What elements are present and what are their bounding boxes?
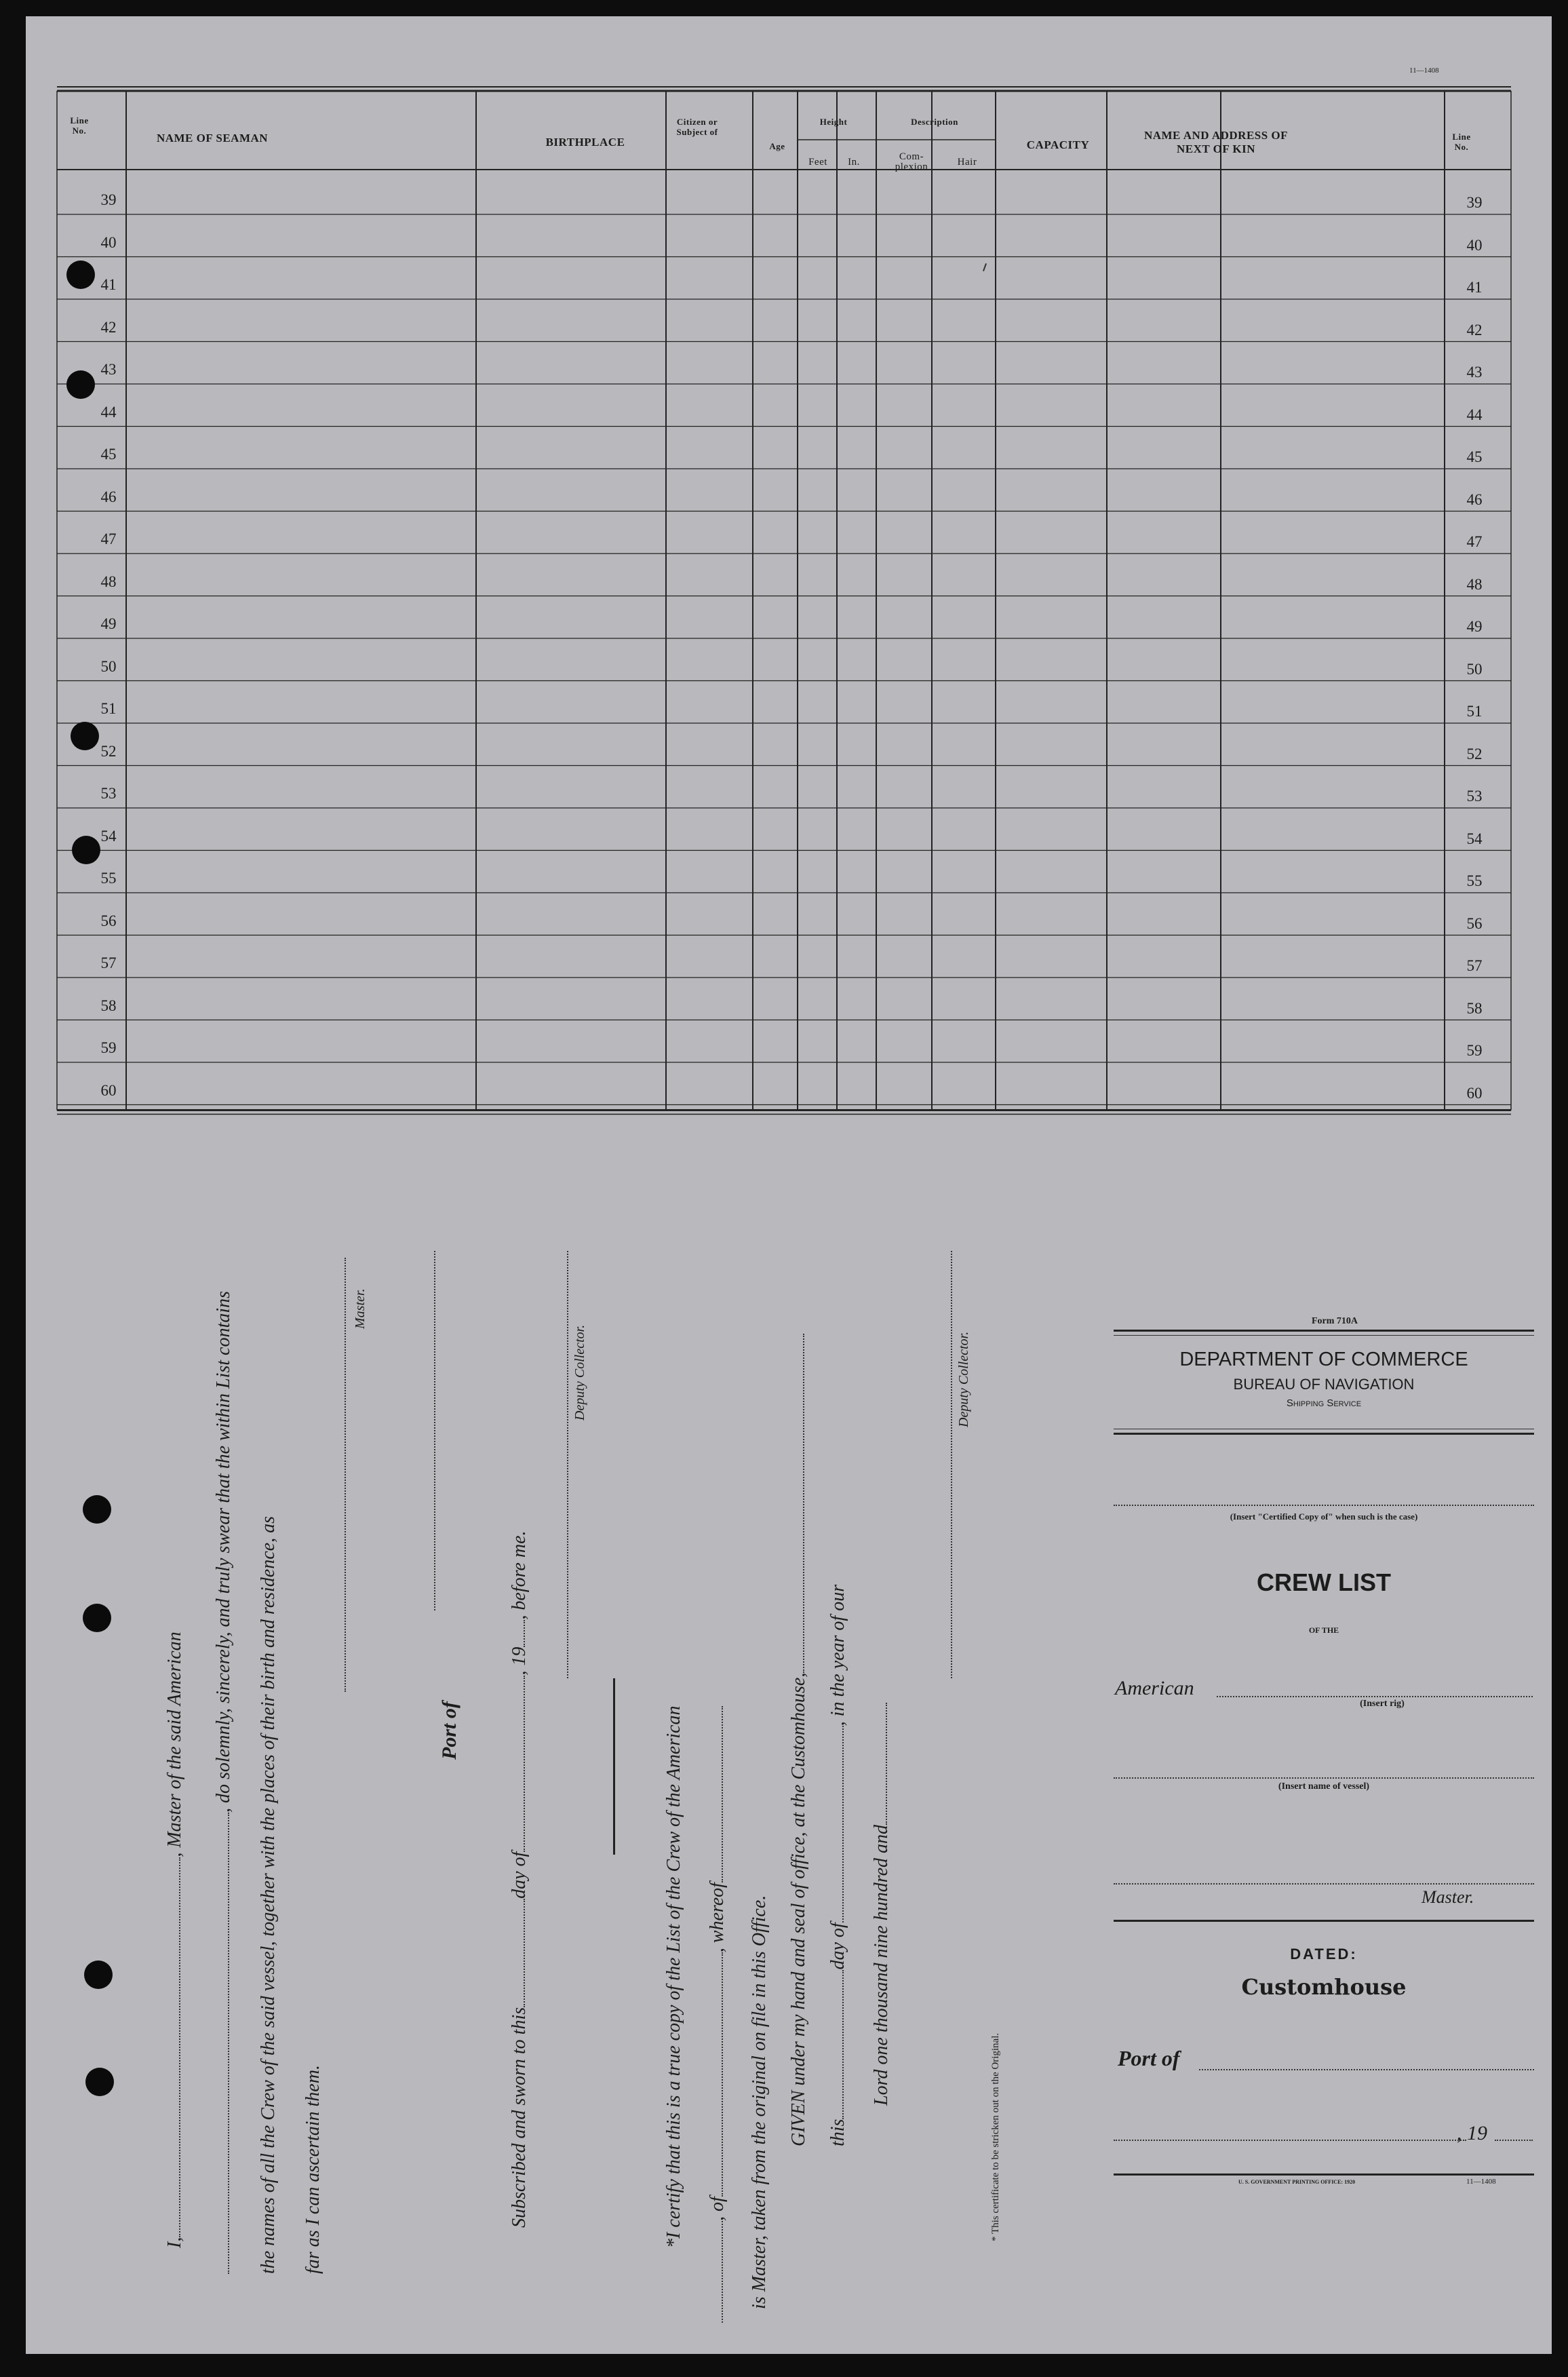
cover-port-of-label: Port of bbox=[1118, 2046, 1180, 2070]
deputy-line-2 bbox=[951, 1251, 952, 1678]
cover-port-line bbox=[1199, 2069, 1534, 2070]
row-number-right: 50 bbox=[1466, 660, 1483, 678]
of-the-label: OF THE bbox=[1308, 1625, 1339, 1635]
punch-hole bbox=[66, 260, 95, 289]
row-number-right: 57 bbox=[1466, 957, 1483, 974]
customhouse-label: Customhouse bbox=[1241, 1974, 1407, 2000]
cover-rule-6 bbox=[1114, 2173, 1534, 2176]
header-birthplace: BIRTHPLACE bbox=[545, 136, 625, 149]
oath-line-3: the names of all the Crew of the said vessel, together with the places of their birth and residence, as bbox=[258, 1516, 279, 2274]
header-age: Age bbox=[769, 141, 785, 151]
row-number: 43 bbox=[100, 361, 117, 378]
port-of-label: Port of bbox=[438, 1701, 460, 1760]
row-number-right: 39 bbox=[1466, 194, 1483, 211]
row-number-right: 46 bbox=[1466, 490, 1483, 508]
punch-hole bbox=[71, 722, 99, 750]
row-number-right: 44 bbox=[1466, 406, 1483, 423]
date-line bbox=[1114, 2140, 1466, 2141]
given-line-2: thisday of, in the year of our bbox=[827, 1584, 848, 2146]
master-label: Master. bbox=[353, 1288, 368, 1329]
row-number-right: 45 bbox=[1466, 448, 1483, 465]
insert-rig-caption: (Insert rig) bbox=[1360, 1699, 1405, 1709]
cover-rule-4 bbox=[1114, 1433, 1534, 1435]
lord-line: Lord one thousand nine hundred and bbox=[871, 1703, 893, 2106]
header-name-of-seaman: NAME OF SEAMAN bbox=[156, 132, 269, 144]
row-number: 55 bbox=[100, 870, 117, 887]
row-number: 58 bbox=[100, 997, 117, 1014]
deputy-collector-2: Deputy Collector. bbox=[956, 1331, 971, 1427]
cover-rule-2 bbox=[1114, 1335, 1534, 1336]
punch-hole bbox=[83, 1604, 111, 1632]
oath-line-1: I,, Master of the said American bbox=[164, 1631, 185, 2248]
dated-label: DATED: bbox=[1290, 1946, 1358, 1963]
master-line bbox=[1114, 1883, 1534, 1885]
row-number-right: 49 bbox=[1466, 618, 1483, 635]
row-number: 52 bbox=[100, 742, 117, 760]
given-line-1: GIVEN under my hand and seal of office, at the Customhouse, bbox=[788, 1334, 810, 2146]
row-number-right: 40 bbox=[1466, 236, 1483, 254]
cover-master-label: Master. bbox=[1422, 1887, 1474, 1907]
year-label: , 19 bbox=[1457, 2122, 1487, 2144]
header-next-of-kin: NAME AND ADDRESS OF NEXT OF KIN bbox=[1143, 129, 1289, 155]
row-number: 40 bbox=[100, 233, 117, 251]
row-number: 50 bbox=[100, 657, 117, 675]
row-number: 45 bbox=[100, 446, 117, 463]
punch-hole bbox=[83, 1495, 111, 1524]
footnote: * This certificate to be stricken out on the Original. bbox=[990, 2032, 1001, 2241]
service-title: Shipping Service bbox=[1286, 1397, 1362, 1409]
year-line bbox=[1495, 2140, 1533, 2141]
row-number: 44 bbox=[100, 403, 117, 421]
certify-line-3: is Master, taken from the original on file in this Office. bbox=[749, 1895, 770, 2309]
row-number: 57 bbox=[100, 954, 117, 971]
row-number: 39 bbox=[100, 191, 117, 208]
row-number-right: 48 bbox=[1466, 575, 1483, 593]
rig-line bbox=[1217, 1696, 1533, 1697]
deputy-collector-1: Deputy Collector. bbox=[572, 1324, 587, 1421]
row-number-right: 55 bbox=[1466, 872, 1483, 889]
subscribed-line: Subscribed and sworn to thisday of, 19, before me. bbox=[509, 1530, 530, 2228]
row-number: 60 bbox=[100, 1081, 117, 1099]
row-number-right: 51 bbox=[1466, 703, 1483, 720]
bureau-title: BUREAU OF NAVIGATION bbox=[1233, 1376, 1415, 1393]
row-number: 51 bbox=[100, 700, 117, 717]
crew-table-grid bbox=[26, 16, 1552, 1142]
oath-line-2: , do solemnly, sincerely, and truly swear that the within List contains bbox=[213, 1291, 235, 2274]
certify-line-2: , of, whereof bbox=[707, 1706, 728, 2323]
row-number: 49 bbox=[100, 615, 117, 632]
form-code-bottom: 11—1408 bbox=[1466, 2178, 1496, 2186]
master-signature-line bbox=[345, 1258, 346, 1692]
certify-line-1: *I certify that this is a true copy of the List of the Crew of the American bbox=[663, 1705, 684, 2248]
row-number: 48 bbox=[100, 573, 117, 590]
row-number-right: 53 bbox=[1466, 788, 1483, 805]
form-number: Form 710A bbox=[1311, 1316, 1358, 1326]
header-description: Description bbox=[911, 117, 958, 127]
row-number-right: 43 bbox=[1466, 364, 1483, 381]
form-sheet bbox=[26, 16, 1552, 2354]
row-number-right: 54 bbox=[1466, 830, 1483, 847]
row-number: 56 bbox=[100, 912, 117, 929]
punch-hole bbox=[66, 370, 95, 399]
row-number-right: 47 bbox=[1466, 533, 1483, 550]
row-number: 41 bbox=[100, 276, 117, 293]
header-feet: Feet bbox=[808, 157, 827, 168]
header-citizen: Citizen or Subject of bbox=[676, 117, 718, 137]
american-label: American bbox=[1115, 1677, 1194, 1699]
department-title: DEPARTMENT OF COMMERCE bbox=[1179, 1349, 1468, 1370]
row-number-right: 60 bbox=[1466, 1084, 1483, 1102]
header-line-no-right: Line No. bbox=[1452, 132, 1471, 152]
row-number-right: 41 bbox=[1466, 279, 1483, 296]
header-hair: Hair bbox=[957, 157, 977, 168]
vessel-name-line bbox=[1114, 1777, 1534, 1779]
header-complexion: Com-plexion bbox=[895, 151, 928, 172]
cover-rule-1 bbox=[1114, 1330, 1534, 1332]
form-code-top: 11—1408 bbox=[1409, 66, 1439, 75]
row-number: 47 bbox=[100, 530, 117, 547]
header-capacity: CAPACITY bbox=[1026, 138, 1090, 151]
row-number-right: 56 bbox=[1466, 914, 1483, 932]
crew-list-title: CREW LIST bbox=[1257, 1568, 1391, 1596]
row-number: 53 bbox=[100, 785, 117, 802]
header-height: Height bbox=[819, 117, 848, 127]
printer-imprint: U. S. GOVERNMENT PRINTING OFFICE: 1920 bbox=[1238, 2179, 1356, 2185]
punch-hole bbox=[85, 2068, 114, 2096]
header-line-no: Line No. bbox=[70, 115, 89, 136]
row-number-right: 42 bbox=[1466, 321, 1483, 339]
row-number-right: 59 bbox=[1466, 1042, 1483, 1059]
deputy-line-1 bbox=[567, 1251, 568, 1678]
punch-hole bbox=[84, 1960, 113, 1989]
row-number: 59 bbox=[100, 1039, 117, 1056]
row-number: 54 bbox=[100, 827, 117, 845]
certified-copy-line bbox=[1114, 1505, 1534, 1506]
insert-name-caption: (Insert name of vessel) bbox=[1278, 1781, 1370, 1792]
oath-line-4: far as I can ascertain them. bbox=[302, 2065, 324, 2274]
row-number-right: 52 bbox=[1466, 745, 1483, 762]
row-number-right: 58 bbox=[1466, 999, 1483, 1017]
row-number: 46 bbox=[100, 488, 117, 505]
row-number: 42 bbox=[100, 318, 117, 336]
cover-rule-5 bbox=[1114, 1920, 1534, 1922]
port-line bbox=[434, 1251, 435, 1610]
header-inches: In. bbox=[848, 157, 860, 168]
separator-rule bbox=[613, 1678, 615, 1855]
insert-certified-caption: (Insert "Certified Copy of" when such is the case) bbox=[1230, 1511, 1418, 1522]
punch-hole bbox=[72, 836, 100, 864]
